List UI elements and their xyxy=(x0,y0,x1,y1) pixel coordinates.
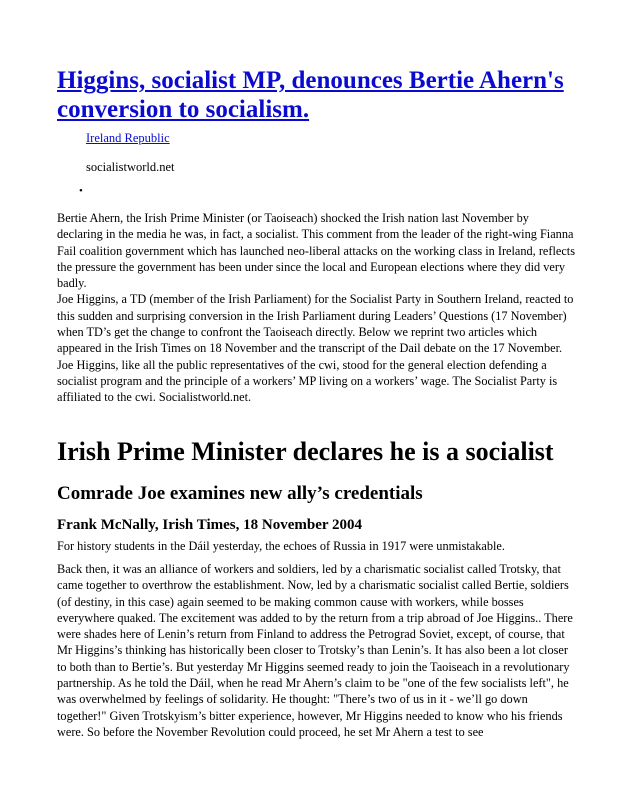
body-paragraph: For history students in the Dáil yesterday, the echoes of Russia in 1917 were unmistakable. xyxy=(57,539,505,553)
article-title-link[interactable]: Higgins, socialist MP, denounces Bertie Ahern's conversion to socialism. xyxy=(57,67,564,123)
bullet-point: • xyxy=(79,185,83,197)
byline: Frank McNally, Irish Times, 18 November 2004 xyxy=(57,517,362,533)
section-subheading: Comrade Joe examines new ally’s credentials xyxy=(57,483,423,504)
intro-paragraph: Joe Higgins, like all the public representatives of the cwi, stood for the general election defending a socialist program and the principle of a workers’ MP living on a workers’ wage. The Socialist Party is affiliated to the cwi. Socialistworld.net. xyxy=(57,357,558,405)
body-paragraph: Back then, it was an alliance of workers and soldiers, led by a charismatic socialist called Trotsky, that came together to overthrow the establishment. Now, led by a charismatic socialist called Bertie, soldiers (of destiny, in this case) again seemed to be making common cause with workers, while bosses everywhere quaked. The excitement was added to by the return from a trip abroad of Joe Higgins.. There were shades here of Lenin’s return from Finland to address the Petrograd Soviet, except, of course, that Mr Higgins’s thinking has historically been closer to Trotsky’s than Lenin’s. It has also been a lot closer to both than to Bertie’s. But yesterday Mr Higgins seemed ready to join the Taoiseach in a revolutionary partnership. As he told the Dáil, when he read Mr Ahern’s claim to be "one of the few socialists left", he was overwhelmed by feelings of solidarity. He thought: "There’s two of us in it - we’ll go down together!" Given Trotskyism’s bitter experience, however, Mr Higgins needed to know who his friends were. So before the November Revolution could proceed, he set Mr Ahern a test to see xyxy=(57,562,573,739)
source-label: socialistworld.net xyxy=(86,160,175,174)
intro-paragraph: Joe Higgins, a TD (member of the Irish Parliament) for the Socialist Party in Southern Ireland, reacted to this sudden and surprising conversion in the Irish Parliament during Leaders’ Questions (17 November) when TD’s get the change to confront the Taoiseach directly. Below we reprint two articles which appeared in the Irish Times on 18 November and the transcript of the Dail debate on the 17 November. xyxy=(57,292,574,356)
intro-text xyxy=(57,210,577,406)
section-heading: Irish Prime Minister declares he is a socialist xyxy=(57,437,554,466)
category-link[interactable]: Ireland Republic xyxy=(86,131,170,145)
intro-paragraph: Bertie Ahern, the Irish Prime Minister (or Taoiseach) shocked the Irish nation last November by declaring in the media he was, in fact, a socialist. This comment from the leader of the right-wing Fianna Fail coalition government which has launched neo-liberal attacks on the working class in Ireland, reflects the pressure the government has been under since the local and European elections where they did very badly. xyxy=(57,211,576,291)
